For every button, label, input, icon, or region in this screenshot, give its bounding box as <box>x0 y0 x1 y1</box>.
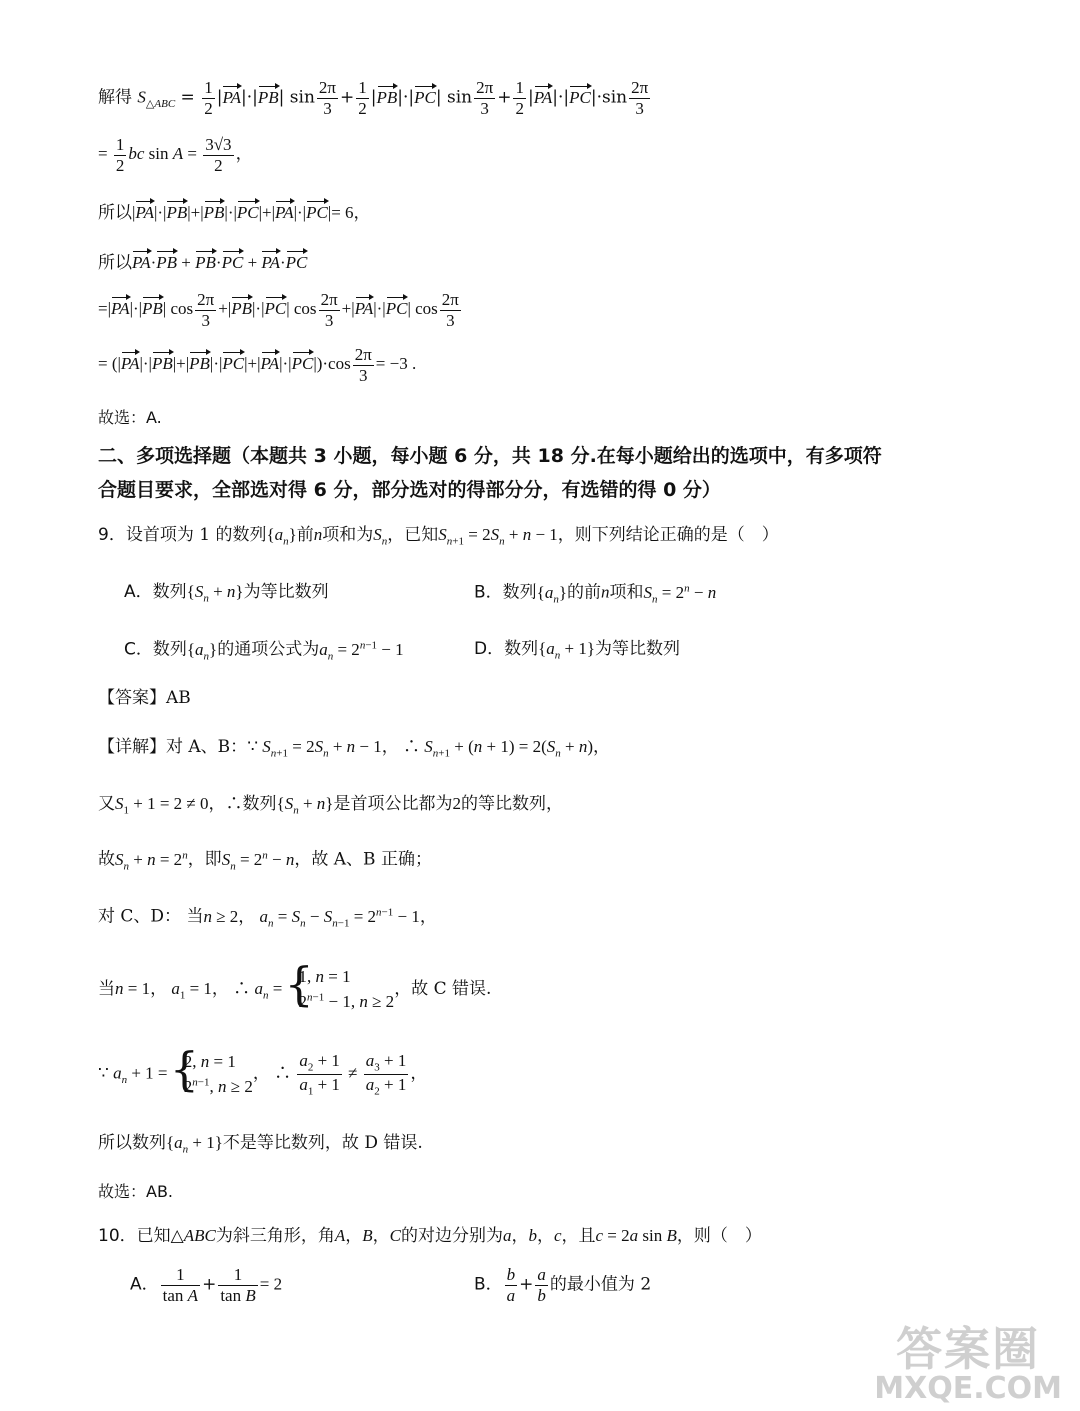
detail-ab-line: 【详解】对 A、B：∵ $S_{n+1} = 2S_n + n - 1$， ∴ $S_{n+1} + (n + 1) = 2(S_n + n)$， <box>98 737 610 760</box>
section-heading-line1: 二、多项选择题（本题共 3 小题，每小题 6 分，共 18 分.在每小题给出的选项中，有多项符 <box>98 445 882 467</box>
product-sum-line: 所以|PA|·|PB|+|PB|·|PC|+|PA|·|PC|= 6， <box>98 203 371 223</box>
dot-product-line: 所以PA·PB + PB·PC + PA·PC <box>98 253 308 273</box>
watermark-logo: 答案圈 MXQE.COM <box>874 1322 1062 1406</box>
q9-option-a: A．数列$\{S_n + n\}$为等比数列 <box>124 582 329 605</box>
section-heading-line2: 合题目要求，全部选对得 6 分，部分选对的得部分分，有选错的得 0 分） <box>98 479 721 501</box>
answer-choice-a: 故选：A. <box>98 408 162 427</box>
q9-option-c: C．数列$\{a_n\}$的通项公式为$a_n = 2^{n-1} - 1$ <box>124 639 404 663</box>
answer-choice-ab: 故选：AB. <box>98 1182 174 1201</box>
area-result-line: = $\frac{1}{2}$ bc sin A = $\frac{3√3}{2}$ ， <box>98 135 253 175</box>
label-jiede: 解得 <box>98 87 132 108</box>
cos-expansion-line: =|PA|·|PB| cos $\frac{2\pi}{3}$ +|PB|·|PC| cos $\frac{2\pi}{3}$ +|PA|·|PC| cos $\frac{2\pi}{3}$ <box>98 290 459 330</box>
cos-result-line: = (|PA|·|PB|+|PB|·|PC|+|PA|·|PC|)·cos $\frac{2\pi}{3}$ = −3 . <box>98 345 417 385</box>
q9-answer: 【答案】AB <box>98 688 191 708</box>
q9-option-d: D．数列$\{a_n + 1\}$为等比数列 <box>474 639 681 662</box>
q10-option-a: A． $\frac{1}{\text{tan A}}$ + $\frac{1}{\text{tan B}}$ = 2 <box>130 1265 283 1305</box>
q9-stem: 9．设首项为 1 的数列$\{a_n\}$前n项和为$S_n$，已知$S_{n+1} = 2S_n + n - 1$，则下列结论正确的是（ ） <box>98 525 779 548</box>
q9-option-b: B．数列$\{a_n\}$的前n项和$S_n = 2^n - n$ <box>474 582 717 606</box>
q10-stem: 10．已知△ABC为斜三角形，角A，B，C的对边分别为a，b，c，且c = 2a sin B，则（ ） <box>98 1226 762 1246</box>
detail-d-line: 所以数列$\{a_n + 1\}$不是等比数列，故 D 错误. <box>98 1133 423 1156</box>
detail-sum-line: 故$S_n + n = 2^n$，即$S_n = 2^n - n$，故 A、B 正确； <box>98 849 432 873</box>
q10-option-b: B． $\frac{b}{a}$ + $\frac{a}{b}$ 的最小值为 2 <box>474 1265 652 1305</box>
detail-piecewise-line: 当n = 1， $a_1 = 1$， ∴ $a_n$ = { 1, n = 1 $2^{n-1} - 1$, n ≥ 2 ，故 C 错误. <box>98 965 491 1014</box>
detail-ratio-line: ∵ $a_n + 1$ = { 2, n = 1 $2^{n-1}$, n ≥ 2 ， ∴ $\frac{a_2 + 1}{a_1 + 1}$ ≠ $\frac{a_3 + 1}{a_2 + 1}$ ， <box>98 1050 427 1099</box>
area-formula-line: 解得 $S_{\triangle ABC}$ = $\frac{1}{2}$ |PA|·|PB| sin $\frac{2\pi}{3}$ + $\frac{1}{2}$ |PB|·|PC| sin $\frac{2\pi}{3}$ + $\frac{1}{2}$ |PA|·|PC|·sin $\frac{2\pi}{3}$ <box>98 78 649 118</box>
detail-initial-line: 又$S_1 + 1 = 2 \ne 0$，∴数列$\{S_n + n\}$是首项公比都为2的等比数列， <box>98 794 563 817</box>
detail-cd-line: 对 C、D： 当n ≥ 2， $a_n = S_n - S_{n-1} = 2^{n-1} - 1$， <box>98 906 437 930</box>
